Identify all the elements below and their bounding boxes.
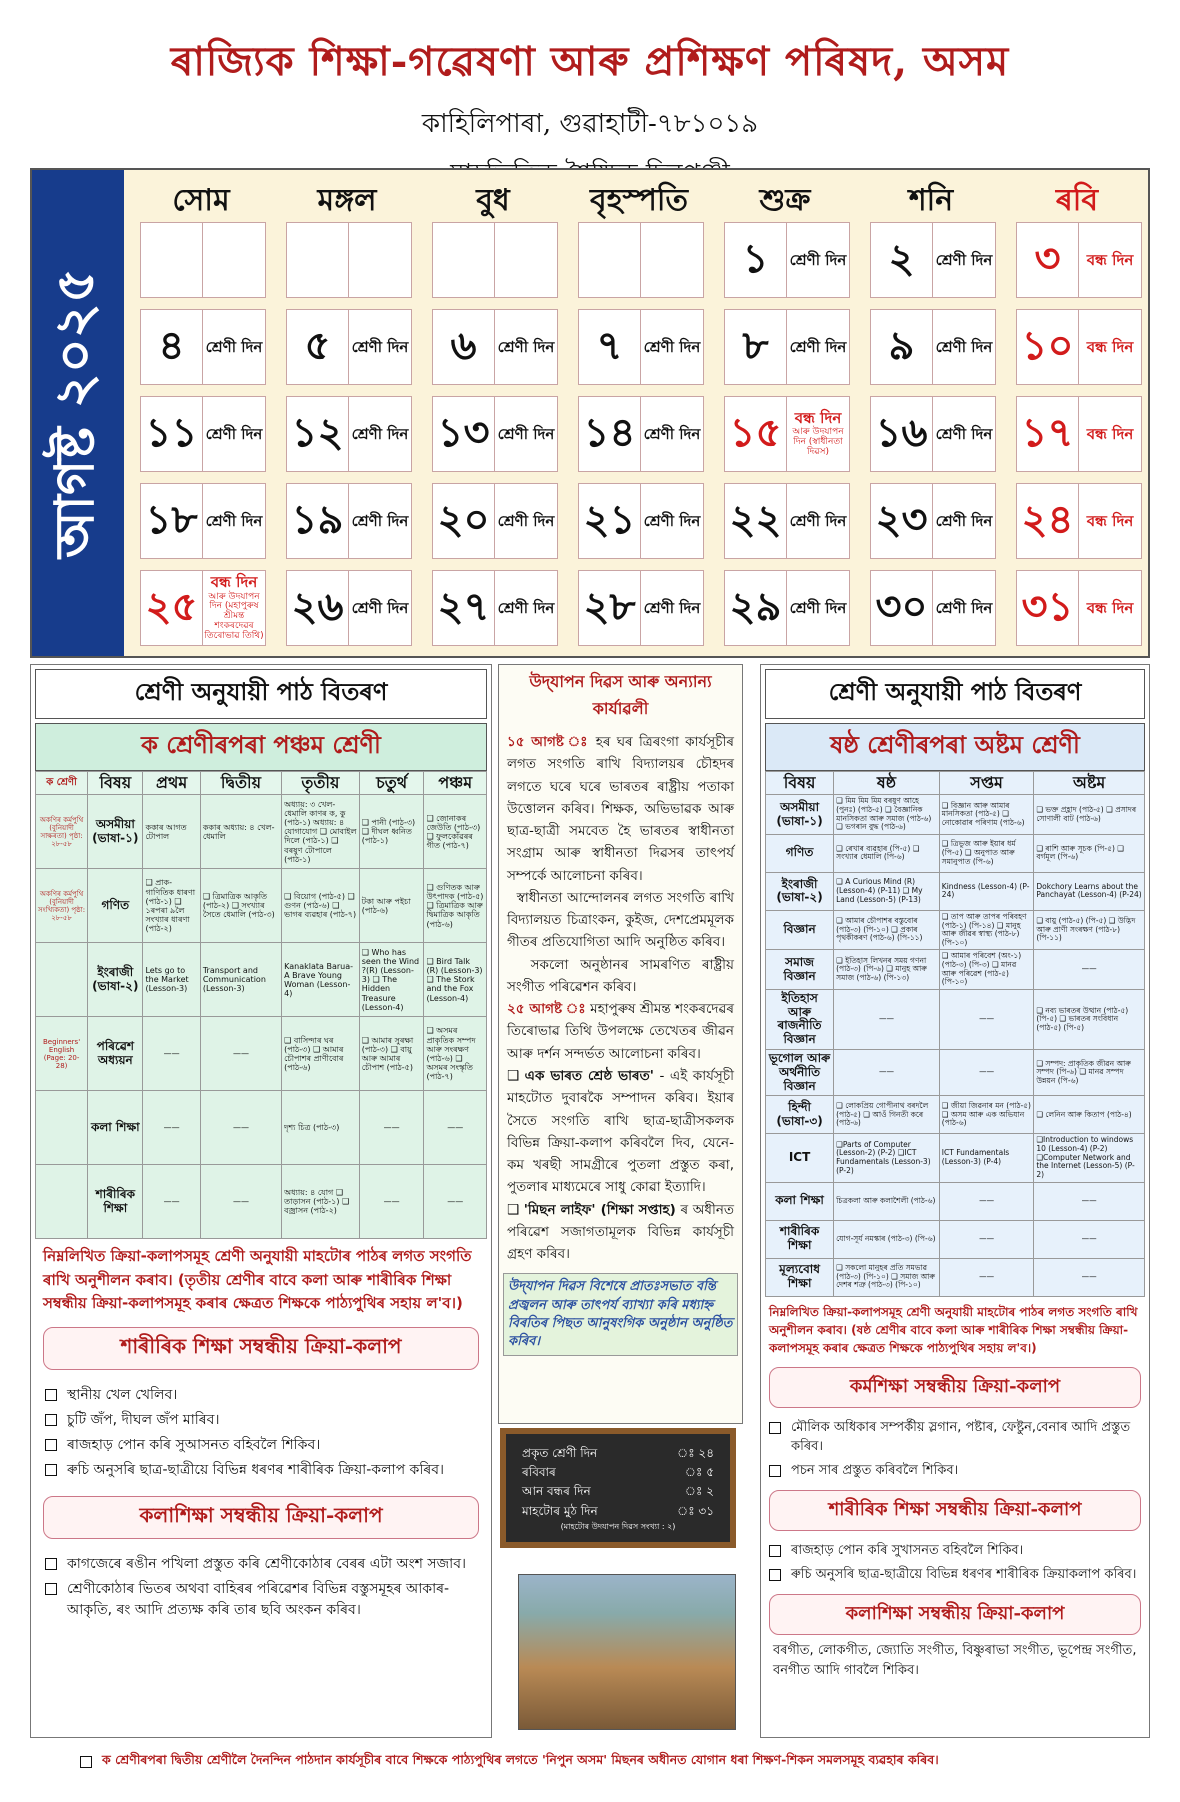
checkbox-icon (45, 1558, 57, 1570)
table-row: শাৰীৰিক শিক্ষা যোগ-সূৰ্য নমস্কাৰ (পাঠ-৩) (পি-৬) —— —— (766, 1220, 1145, 1258)
calendar-day (724, 222, 850, 298)
day-number: ৫ (287, 310, 349, 384)
day-number: ২৯ (725, 571, 787, 645)
calendar-day (578, 570, 704, 646)
footer (80, 1752, 1120, 1772)
day-number: ২৮ (579, 571, 641, 645)
day-label: শ্ৰেণী দিন (935, 511, 993, 530)
day-number (433, 223, 495, 297)
day-label: শ্ৰেণী দিন (935, 250, 993, 269)
calendar-day (432, 222, 558, 298)
day-number: ১৫ (725, 397, 787, 471)
day-name: মঙ্গল (317, 183, 377, 218)
calendar-day (140, 483, 266, 559)
list-item: ৰুচি অনুসৰি ছাত্ৰ-ছাত্ৰীয়ে বিভিন্ন ধৰণৰ শাৰীৰিক ক্ৰিয়া-কলাপ কৰিব। (45, 1460, 477, 1481)
day-label: শ্ৰেণী দিন (789, 337, 847, 356)
calendar-day (286, 483, 412, 559)
day-label: শ্ৰেণী দিন (643, 424, 701, 443)
table-row: অকণিৰ কৰ্মপুথি (বুনিয়াদী সাক্ষৰতা) পৃষ্ঠা: ২৮-৫৮ অসমীয়া (ভাষা-১) ককাৰ আগত টোপাল ককাৰ অধ্যায়: ৪ খেল-ধেমালি অধ্যায়: ৩ খেল-ধেমালি কাণৰ ক, কু (পাঠ-১) অধ্যায়: ৪ যোগাযোগ ❑ মোবাইল দিলে (পাঠ-১) ❑ বৰষুণ টোপালে (পাঠ-১) ❑ পানী (পাঠ-৩) ❑ দীঘল ধ্বনিত (পাঠ-১) ❑ জোনাকৰ জেউতি (পাঠ-৩) ❑ ফুলকোঁৱৰৰ গীত (পাঠ-৭) (36, 795, 487, 869)
calendar-day (578, 309, 704, 385)
day-name: বুধ (476, 183, 510, 218)
calendar-day (286, 222, 412, 298)
table-row: কলা শিক্ষা —— —— দৃশ্য চিত্ৰ (পাঠ-৩) —— —— (36, 1091, 487, 1165)
day-number: ১২ (287, 397, 349, 471)
left-art-title: কলাশিক্ষা সম্বন্ধীয় ক্ৰিয়া-কলাপ (43, 1496, 479, 1539)
day-number: ১৬ (871, 397, 933, 471)
table-row: মূল্যবোধ শিক্ষা ❑ সকলো মানুহৰ প্ৰতি সমভাৱ (পাঠ-৩) (পি-১০) ❑ সমাজ আৰু দেশৰ শত্ৰু (পাঠ-৩) (পি-১০) —— —— (766, 1258, 1145, 1296)
left-panel-title: শ্ৰেণী অনুযায়ী পাঠ বিতৰণ (35, 669, 487, 719)
list-item: ৰুচি অনুসৰি ছাত্ৰ-ছাত্ৰীয়ে বিভিন্ন ধৰণৰ শাৰীৰিক ক্ৰিয়াকলাপ কৰিব। (769, 1565, 1141, 1585)
table-row: অকণিৰ কৰ্মপুথি (বুনিয়াদী সংখ্যিকতা) পৃষ্ঠা: ২৮-৫৮ গণিত ❑ প্ৰাক-গাণিতিক ধাৰণা (পাঠ-১) ❑ ১ৰপৰা ৯লৈ সংখ্যাৰ ধাৰণা (পাঠ-২) ❑ ত্ৰিমাত্ৰিক আকৃতি (পাঠ-২) ❑ সংখ্যাৰ সৈতে ধেমালি (পাঠ-৩) ❑ বিয়োগ (পাঠ-৫) ❑ গুণন (পাঠ-৬) ❑ ভাগৰ ব্যৱহাৰ (পাঠ-৭) টকা আৰু পইচা (পাঠ-৬) ❑ গুণিতক আৰু উৎপাদক (পাঠ-৫) ❑ ত্ৰিমাত্ৰিক আৰু দ্বিমাত্ৰিক আকৃতি (পাঠ-৬) (36, 869, 487, 943)
day-number: ৪ (141, 310, 203, 384)
calendar-day (1016, 396, 1142, 472)
day-label (203, 223, 265, 297)
right-panel-title: শ্ৰেণী অনুযায়ী পাঠ বিতৰণ (765, 669, 1145, 719)
calendar-day (1016, 309, 1142, 385)
table-row: ভূগোল আৰু অৰ্থনীতি বিজ্ঞান —— —— ❑ সম্পদ: প্ৰাকৃতিক জীৱন আৰু সম্পদ (পি-৬) ❑ মানৱ সম্পদ উন্নয়ন (পি-৬) (766, 1050, 1145, 1096)
checkbox-icon (45, 1414, 57, 1426)
day-number: ১৩ (433, 397, 495, 471)
table-header: সপ্তম (939, 772, 1034, 795)
day-label: শ্ৰেণী দিন (351, 424, 409, 443)
table-row: অসমীয়া (ভাষা-১) ❑ মিম মিম মিম বৰষুণ আহে (পুনঃ) (পাঠ-৫) ❑ বৈজ্ঞানিক মানসিকতা আৰু সমাজ (পাঠ-৬) ❑ ভগৰান বুদ্ধ (পাঠ-৬) ❑ বিজ্ঞান আৰু আমাৰ মানসিকতা (পাঠ-৫) ❑ নোকোৱাৰ পৰিণাম (পাঠ-৬) ❑ ভক্ত প্ৰহ্লাদ (পাঠ-৫) ❑ প্ৰসাদৰ সোণালী বাট (পাঠ-৬) (766, 795, 1145, 835)
left-panel-subtitle: ক শ্ৰেণীৰপৰা পঞ্চম শ্ৰেণী (35, 723, 487, 771)
day-number: ৮ (725, 310, 787, 384)
day-label: শ্ৰেণী দিন (643, 337, 701, 356)
day-label: বন্ধ দিন (1086, 337, 1134, 356)
calendar-day (724, 483, 850, 559)
calendar-day (286, 309, 412, 385)
page-title: ৰাজ্যিক শিক্ষা-গৱেষণা আৰু প্ৰশিক্ষণ পৰিষদ, অসম (170, 38, 1010, 85)
day-label (641, 223, 703, 297)
day-label: বন্ধ দিন (1086, 424, 1134, 443)
table-row: Beginners' English (Page: 20-28) পৰিৱেশ অধ্যয়ন —— —— ❑ বাসিন্দাৰ ঘৰ (পাঠ-৩) ❑ আমাৰ চৌপাশৰ প্ৰাণীবোৰ (পাঠ-৬) ❑ আমাৰ সুৰক্ষা (পাঠ-৩) ❑ বায়ু আৰু আমাৰ চৌপাশ (পাঠ-৫) ❑ অসমৰ প্ৰাকৃতিক সম্পদ আৰু সংৰক্ষণ (পাঠ-৬) ❑ অসমৰ সংস্কৃতি (পাঠ-৭) (36, 1017, 487, 1091)
day-label: শ্ৰেণী দিন (205, 337, 263, 356)
day-label: বন্ধ দিন (1086, 511, 1134, 530)
day-name: বৃহস্পতি (590, 183, 688, 218)
right-pe-title: শাৰীৰিক শিক্ষা সম্বন্ধীয় ক্ৰিয়া-কলাপ (769, 1490, 1141, 1531)
board-row: ৰবিবাৰ ঃ ৫ (522, 1465, 714, 1480)
calendar-day (870, 570, 996, 646)
calendar-day (578, 396, 704, 472)
table-row: শাৰীৰিক শিক্ষা —— —— অধ্যায়: ৪ যোগ ❑ তাড়াসন (পাঠ-১) ❑ বজ্ৰাসন (পাঠ-২) —— —— (36, 1165, 487, 1239)
checkbox-icon (769, 1569, 781, 1581)
table-header: বিষয় (766, 772, 834, 795)
day-number (287, 223, 349, 297)
day-label: শ্ৰেণী দিন (351, 511, 409, 530)
day-label: শ্ৰেণী দিন (351, 598, 409, 617)
list-item: স্থানীয় খেল খেলিব। (45, 1385, 477, 1406)
day-label: বন্ধ দিন আৰু উদযাপন দিন (স্বাধীনতা দিৱস) (792, 408, 844, 458)
calendar-day (140, 396, 266, 472)
day-label: শ্ৰেণী দিন (789, 598, 847, 617)
table-row: বিজ্ঞান ❑ আমাৰ চৌপাশৰ বস্তুবোৰ (পাঠ-৩) (পি-১০) ❑ প্ৰকাৰ পৃথকীকৰণ (পাঠ-৬) (পি-১১) ❑ তাপ আৰু তাপৰ পৰিবহণ (পাঠ-১) (পি-১৪) ❑ মানুহ আৰু জীৱৰ স্বাস্থ্য (পাঠ-৮) (পি-১০) ❑ বায়ু (পাঠ-৫) (পি-৫) ❑ উদ্ভিদ আৰু প্ৰাণী সংৰক্ষণ (পাঠ-৮) (পি-১১) (766, 910, 1145, 950)
day-number: ১৯ (287, 484, 349, 558)
day-number: ১৪ (579, 397, 641, 471)
day-name: ৰবি (1055, 183, 1099, 218)
table-row: সমাজ বিজ্ঞান ❑ ইতিহাস লিখনৰ সময় গণনা (পাঠ-৩) (পি-৬) ❑ মানুহ আৰু সমাজ (পাঠ-৬) (পি-১৩) ❑ আমাৰ পৰিবেশ (অং-১) (পাঠ-৩) (পি-৩) ❑ মানৱ আৰু পৰিৱেশ (পাঠ-৫) (পি-১০) —— (766, 950, 1145, 990)
day-label: বন্ধ দিন (1086, 598, 1134, 617)
day-label: শ্ৰেণী দিন (497, 598, 555, 617)
left-art-list (31, 1545, 491, 1630)
checkbox-icon (769, 1465, 781, 1477)
day-label: বন্ধ দিন আৰু উদযাপন দিন (মহাপুৰুষ শ্ৰীমন্ত শংকৰদেৱৰ তিৰোভাৱ তিথি) (204, 573, 264, 642)
day-number: ১১ (141, 397, 203, 471)
day-label: শ্ৰেণী দিন (497, 511, 555, 530)
calendar-day (1016, 483, 1142, 559)
checkbox-icon (80, 1756, 92, 1768)
checkbox-icon (769, 1545, 781, 1557)
calendar-day (286, 396, 412, 472)
middle-panel (498, 664, 743, 1424)
calendar-day (432, 483, 558, 559)
day-number: ৯ (871, 310, 933, 384)
list-item: শ্ৰেণীকোঠাৰ ভিতৰ অথবা বাহিৰৰ পৰিৱেশৰ বিভিন্ন বস্তুসমূহৰ আকাৰ-আকৃতি, ৰং আদি প্ৰত্যক্ষ কৰি তাৰ ছবি অংকন কৰিব। (45, 1579, 477, 1621)
day-number: ২১ (579, 484, 641, 558)
day-number: ৩১ (1017, 571, 1079, 645)
day-number: ২৫ (141, 571, 203, 645)
day-number: ৭ (579, 310, 641, 384)
address: কাহিলিপাৰা, গুৱাহাটী-৭৮১০১৯ (421, 109, 759, 139)
left-panel (30, 664, 492, 1738)
right-panel-subtitle: ষষ্ঠ শ্ৰেণীৰপৰা অষ্টম শ্ৰেণী (765, 723, 1145, 771)
middle-title: উদ্‌যাপন দিৱস আৰু অন্যান্য কাৰ্যাৱলী (529, 672, 712, 718)
day-number: ২২ (725, 484, 787, 558)
table-row: গণিত ❑ ৰেখাৰ ব্যৱহাৰ (পি-৫) ❑ সংখ্যাৰ ধেমালি (পি-৬) ❑ ত্ৰিভুজ আৰু ইয়াৰ ধৰ্ম (পি-৫) ❑ অনুপাত আৰু সমানুপাত (পি-৬) ❑ ৰাশি আৰু সূচক (পি-৫) ❑ বৰ্গমূল (পি-৬) (766, 834, 1145, 872)
right-note: নিম্নলিখিত ক্ৰিয়া-কলাপসমূহ শ্ৰেণী অনুযায়ী মাহটোৰ পাঠৰ লগত সংগতি ৰাখি অনুশীলন কৰাব। (ষষ্ঠ শ্ৰেণীৰ বাবে কলা আৰু শাৰীৰিক শিক্ষা সম্বন্ধীয় ক্ৰিয়া-কলাপসমূহ কৰাৰ ক্ষেত্ৰত শিক্ষকে পাঠ্যপুথিৰ সহায় ল'ব।) (769, 1304, 1138, 1355)
table-row: কলা শিক্ষা চিত্ৰকলা আৰু কলাশৈলী (পাঠ-৬) —— —— (766, 1182, 1145, 1220)
calendar-day (578, 483, 704, 559)
day-number: ২ (871, 223, 933, 297)
calendar-day (870, 222, 996, 298)
table-row: ICT ❑Parts of Computer (Lesson-2) (P-2) ❑ICT Fundamentals (Lesson-3) (P-2) ICT Fundamentals (Lesson-3) (P-4) ❑Introduction to windows 10 (Lesson-4) (P-2) ❑Computer Network and the Internet (Lesson-5) (P-2) (766, 1134, 1145, 1182)
day-label: শ্ৰেণী দিন (643, 598, 701, 617)
day-number: ১০ (1017, 310, 1079, 384)
calendar-day (870, 396, 996, 472)
calendar-day (1016, 222, 1142, 298)
right-work-list (761, 1412, 1149, 1487)
list-item: মৌলিক অধিকাৰ সম্পৰ্কীয় স্লগান, পষ্টাৰ, ফেষ্টুন,বেনাৰ আদি প্ৰস্তুত কৰিব। (769, 1418, 1141, 1457)
board-row: মাহটোৰ মুঠ দিন ঃ ৩১ (522, 1503, 714, 1518)
day-label: বন্ধ দিন (1086, 250, 1134, 269)
checkbox-icon (45, 1439, 57, 1451)
day-name: শুক্ৰ (759, 183, 811, 218)
calendar-day (140, 309, 266, 385)
day-number (141, 223, 203, 297)
day-number: ২৭ (433, 571, 495, 645)
day-label: শ্ৰেণী দিন (205, 424, 263, 443)
right-art-text: বৰগীত, লোকগীত, জ্যোতি সংগীত, বিষ্ণুৰাভা সংগীত, ভূপেন্দ্ৰ সংগীত, বনগীত আদি গাবলৈ শিকিব। (773, 1643, 1137, 1678)
day-number: ১ (725, 223, 787, 297)
middle-note: উদ্‌যাপন দিৱস বিশেষে প্ৰাতঃসভাত বন্তি প্ৰজ্বলন আৰু তাৎপৰ্য ব্যাখ্যা কৰি মধ্যাহ্ন বিৰতিৰ পিছত আনুষংগিক অনুষ্ঠান অনুষ্ঠিত কৰিব। (503, 1273, 738, 1356)
checkbox-icon (769, 1422, 781, 1434)
table-header: অষ্টম (1034, 772, 1145, 795)
table-header: তৃতীয় (282, 772, 360, 795)
day-label: শ্ৰেণী দিন (205, 511, 263, 530)
table-row: ইংৰাজী (ভাষা-২) Lets go to the Market (Lesson-3) Transport and Communication (Lesson-3) Kanaklata Barua- A Brave Young Woman (Lesson-4) ❑ Who has seen the Wind ?(R) (Lesson-3) ❑ The Hidden Treasure (Lesson-4) ❑ Bird Talk (R) (Lesson-3) ❑ The Stork and the Fox (Lesson-4) (36, 943, 487, 1017)
footer-text: ক শ্ৰেণীৰপৰা দ্বিতীয় শ্ৰেণীলৈ দৈনন্দিন পাঠদান কাৰ্যসূচীৰ বাবে শিক্ষকে পাঠ্যপুথিৰ লগতে 'নিপুন অসম' মিছনৰ অধীনত যোগান ধৰা শিক্ষণ-শিকন সমলসমূহ ব্যৱহাৰ কৰিব। (102, 1752, 939, 1767)
students-photo (518, 1574, 736, 1730)
day-label (495, 223, 557, 297)
list-item: চুটি জঁপ, দীঘল জঁপ মাৰিব। (45, 1410, 477, 1431)
day-number: ১৭ (1017, 397, 1079, 471)
day-label: শ্ৰেণী দিন (935, 337, 993, 356)
left-note: নিম্নলিখিত ক্ৰিয়া-কলাপসমূহ শ্ৰেণী অনুযায়ী মাহটোৰ পাঠৰ লগত সংগতি ৰাখি অনুশীলন কৰাব। (তৃতীয় শ্ৰেণীৰ বাবে কলা আৰু শাৰীৰিক শিক্ষা সম্বন্ধীয় ক্ৰিয়া-কলাপসমূহ কৰাৰ ক্ষেত্ৰত শিক্ষকে পাঠ্যপুথিৰ সহায় ল'ব।) (43, 1247, 472, 1312)
calendar-day (870, 309, 996, 385)
calendar (30, 168, 1150, 658)
board-row: আন বন্ধৰ দিন ঃ ২ (522, 1484, 714, 1499)
table-header: পঞ্চম (424, 772, 487, 795)
table-header: প্ৰথম (143, 772, 200, 795)
day-label: শ্ৰেণী দিন (935, 598, 993, 617)
middle-text: ১৫ আগষ্ট ঃ হৰ ঘৰ ত্ৰিৰংগা কাৰ্যসূচীৰ লগত সংগতি ৰাখি বিদ্যালয়ৰ চৌহদৰ লগতে ঘৰে ঘৰে ভাৰতৰ ৰাষ্ট্ৰীয় পতাকা উত্তোলন কৰিব। শিক্ষক, অভিভাৱক আৰু ছাত্ৰ-ছাত্ৰী সমবেত হৈ ভাৰতৰ স্বাধীনতা সংগ্ৰাম আৰু স্বাধীনতা দিৱসৰ তাৎপৰ্য সম্পৰ্কে আলোচনা কৰিব। স্বাধীনতা আন্দোলনৰ লগত সংগতি ৰাখি বিদ্যালয়ত চিত্ৰাংকন, কুইজ, দেশপ্ৰেমমূলক গীতৰ প্ৰতিযোগিতা আদি অনুষ্ঠিত কৰিব। সকলো অনুষ্ঠানৰ সামৰণিত ৰাষ্ট্ৰীয় সংগীত পৰিৱেশন কৰিব। ২৫ আগষ্ট ঃ মহাপুৰুষ শ্ৰীমন্ত শংকৰদেৱৰ তিৰোভাৱ তিথি উপলক্ষে তেখেতৰ জীৱন আৰু দৰ্শন সন্দৰ্ভত আলোচনা কৰিব। ❑ এক ভাৰত শ্ৰেষ্ঠ ভাৰত' - এই কাৰ্যসূচী মাহটোত দুবাৰকৈ সম্পাদন কৰিব। ইয়াৰ সৈতে সংগতি ৰাখি ছাত্ৰ-ছাত্ৰীসকলক বিভিন্ন ক্ৰিয়া-কলাপ কৰিবলৈ দিব, যেনে- কম খৰছী সামগ্ৰীৰে পুতলা প্ৰস্তুত কৰা, পুতলাৰ মাধ্যমেৰে সাধু কোৱা ইত্যাদি। ❑ 'মিছন লাইফ' (শিক্ষা সপ্তাহ) ৰ অধীনত পৰিৱেশ সজাগতামূলক বিভিন্ন কাৰ্যসূচী গ্ৰহণ কৰিব। (507, 734, 735, 1263)
day-name: শনি (908, 183, 954, 218)
day-label: শ্ৰেণী দিন (789, 250, 847, 269)
table-row: ইংৰাজী (ভাষা-২) ❑ A Curious Mind (R) (Lesson-4) (P-11) ❑ My Land (Lesson-5) (P-13) Kindness (Lesson-4) (P-24) Dokchory Learns about the Panchayat (Lesson-4) (P-24) (766, 872, 1145, 910)
calendar-day (870, 483, 996, 559)
day-number: ২০ (433, 484, 495, 558)
table-header: ক শ্ৰেণী (36, 772, 88, 795)
calendar-day (140, 222, 266, 298)
right-work-title: কৰ্মশিক্ষা সম্বন্ধীয় ক্ৰিয়া-কলাপ (769, 1367, 1141, 1408)
day-number: ৩০ (871, 571, 933, 645)
calendar-day (286, 570, 412, 646)
calendar-day (724, 309, 850, 385)
table-header: ষষ্ঠ (834, 772, 940, 795)
day-label: শ্ৰেণী দিন (789, 511, 847, 530)
day-label: শ্ৰেণী দিন (497, 424, 555, 443)
checkbox-icon (45, 1389, 57, 1401)
board-row: প্ৰকৃত শ্ৰেণী দিন ঃ ২৪ (522, 1446, 714, 1460)
day-label (349, 223, 411, 297)
board-note: (মাহটোৰ উদযাপন দিৱস সংখ্যা : ২) (560, 1521, 676, 1531)
month-label: আগষ্ট ২০২৫ (42, 268, 106, 558)
day-number: ৩ (1017, 223, 1079, 297)
table-row: ইতিহাস আৰু ৰাজনীতি বিজ্ঞান —— —— ❑ নব্য ভাৰতৰ উত্থান (পাঠ-৫) (পি-৫) ❑ ভাৰতৰ সংবিধান (পাঠ-৫) (পি-৫) (766, 989, 1145, 1049)
right-pe-list (761, 1535, 1149, 1590)
calendar-day (724, 396, 850, 472)
table-header: বিষয় (88, 772, 143, 795)
day-label: শ্ৰেণী দিন (643, 511, 701, 530)
list-item: ৰাজহাড় পোন কৰি সুআসনত বহিবলৈ শিকিব। (45, 1435, 477, 1456)
list-item: ৰাজহাড় পোন কৰি সুখাসনত বহিবলৈ শিকিব। (769, 1541, 1141, 1561)
day-number: ২৪ (1017, 484, 1079, 558)
calendar-day (432, 570, 558, 646)
checkbox-icon (45, 1583, 57, 1595)
calendar-day (1016, 570, 1142, 646)
day-number (579, 223, 641, 297)
day-name: সোম (172, 183, 230, 218)
checkbox-icon (45, 1464, 57, 1476)
day-label: শ্ৰেণী দিন (351, 337, 409, 356)
table-header: দ্বিতীয় (200, 772, 281, 795)
table-header: চতুৰ্থ (359, 772, 424, 795)
right-lesson-table (765, 771, 1145, 1297)
table-row: হিন্দী (ভাষা-৩) ❑ লোকপ্ৰিয় গোপীনাথ বৰদলৈ (পাঠ-৫) ❑ আওঁ গিনতী কৰে (পাঠ-৬) ❑ জীয়া জিৱনাৰ মন (পাঠ-৫) ❑ অসম আৰু এক অভিযান (পাঠ-৬) ❑ লেনিন আৰু কিতাপ (পাঠ-৪) (766, 1096, 1145, 1134)
day-number: ১৮ (141, 484, 203, 558)
calendar-day (432, 309, 558, 385)
calendar-day (724, 570, 850, 646)
list-item: পচন সাৰ প্ৰস্তুত কৰিবলৈ শিকিব। (769, 1461, 1141, 1481)
summary-board (500, 1428, 736, 1548)
left-lesson-table (35, 771, 487, 1239)
left-pe-title: শাৰীৰিক শিক্ষা সম্বন্ধীয় ক্ৰিয়া-কলাপ (43, 1327, 479, 1370)
month-banner (32, 170, 124, 656)
day-number: ৬ (433, 310, 495, 384)
calendar-day (432, 396, 558, 472)
day-number: ২৬ (287, 571, 349, 645)
day-number: ২৩ (871, 484, 933, 558)
right-panel (760, 664, 1150, 1738)
calendar-day (140, 570, 266, 646)
day-label: শ্ৰেণী দিন (497, 337, 555, 356)
list-item: কাগজেৰে ৰঙীন পখিলা প্ৰস্তুত কৰি শ্ৰেণীকোঠাৰ বেৰৰ এটা অংশ সজাব। (45, 1554, 477, 1575)
calendar-day (578, 222, 704, 298)
right-art-title: কলাশিক্ষা সম্বন্ধীয় ক্ৰিয়া-কলাপ (769, 1594, 1141, 1635)
left-pe-list (31, 1376, 491, 1490)
day-label: শ্ৰেণী দিন (935, 424, 993, 443)
